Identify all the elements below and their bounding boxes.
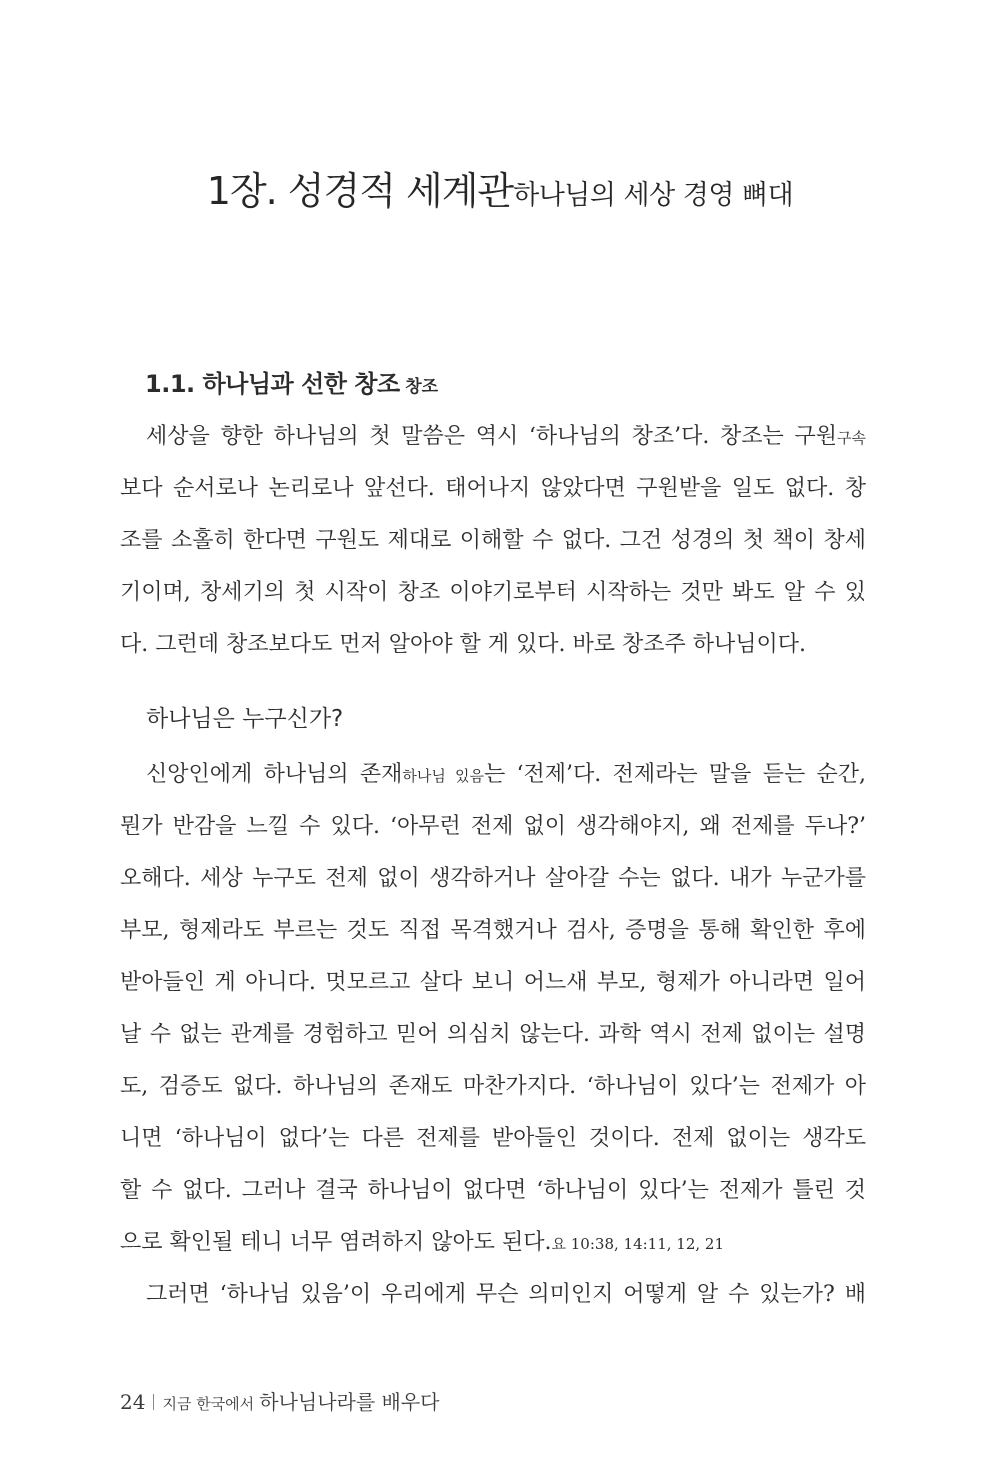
section-heading bbox=[145, 364, 438, 399]
paragraph-2-line-5: 받아들인 게 아니다. 멋모르고 살다 보니 어느새 부모, 형제가 아니라면 일어 bbox=[120, 970, 866, 995]
paragraph-2-line-7: 도, 검증도 없다. 하나님의 존재도 마찬가지다. ‘하나님이 있다’는 전제가 아 bbox=[120, 1074, 866, 1099]
paragraph-3-line-1: 그러면 ‘하나님 있음’이 우리에게 무슨 의미인지 어떻게 알 수 있는가? 배 bbox=[146, 1282, 866, 1307]
paragraph-2-line-8: 니면 ‘하나님이 없다’는 다른 전제를 받아들인 것이다. 전제 없이는 생각도 bbox=[120, 1126, 866, 1151]
paragraph-1-line-5: 다. 그런데 창조보다도 먼저 알아야 할 게 있다. 바로 창조주 하나님이다. bbox=[120, 632, 806, 657]
inline-note: 구속 bbox=[837, 429, 866, 447]
chapter-title bbox=[0, 160, 1000, 215]
book-title-main: 하나님나라를 배우다 bbox=[259, 1390, 440, 1414]
chapter-title-main: 1장. 성경적 세계관 bbox=[206, 169, 514, 213]
paragraph-1-line-1: 세상을 향한 하나님의 첫 말씀은 역시 ‘하나님의 창조’다. 창조는 구원구속 bbox=[146, 424, 866, 449]
book-title-prefix: 지금 한국에서 bbox=[162, 1395, 255, 1413]
paragraph-1-line-3: 조를 소홀히 한다면 구원도 제대로 이해할 수 없다. 그건 성경의 첫 책이 창세 bbox=[120, 528, 866, 553]
paragraph-2-line-1: 신앙인에게 하나님의 존재하나님 있음는 ‘전제’다. 전제라는 말을 듣는 순간, bbox=[146, 762, 867, 787]
footer-divider bbox=[153, 1394, 154, 1410]
paragraph-1-line-4: 기이며, 창세기의 첫 시작이 창조 이야기로부터 시작하는 것만 봐도 알 수 있 bbox=[120, 580, 866, 605]
subheading: 하나님은 누구신가? bbox=[146, 706, 344, 732]
paragraph-1-line-2: 보다 순서로나 논리로나 앞선다. 태어나지 않았다면 구원받을 일도 없다. 창 bbox=[120, 476, 866, 501]
chapter-subtitle: 하나님의 세상 경영 뼈대 bbox=[513, 180, 794, 211]
paragraph-2-line-4: 부모, 형제라도 부르는 것도 직접 목격했거나 검사, 증명을 통해 확인한 후에 bbox=[120, 918, 866, 943]
section-title: 1.1. 하나님과 선한 창조 bbox=[145, 370, 400, 398]
paragraph-2-line-6: 날 수 없는 관계를 경험하고 믿어 의심치 않는다. 과학 역시 전제 없이는 설명 bbox=[120, 1022, 866, 1047]
paragraph-2-line-3: 오해다. 세상 누구도 전제 없이 생각하거나 살아갈 수는 없다. 내가 누군가를 bbox=[120, 866, 866, 891]
paragraph-2-line-9: 할 수 없다. 그러나 결국 하나님이 없다면 ‘하나님이 있다’는 전제가 틀린 것 bbox=[120, 1178, 866, 1203]
page-number: 24 bbox=[120, 1390, 146, 1414]
section-tag: 창조 bbox=[405, 377, 439, 397]
paragraph-2-line-10: 으로 확인될 테니 너무 염려하지 않아도 된다.요 10:38, 14:11, 12, 21 bbox=[120, 1230, 724, 1255]
page-footer bbox=[120, 1386, 440, 1415]
inline-note: 하나님 있음 bbox=[402, 767, 484, 785]
scripture-reference: 요 10:38, 14:11, 12, 21 bbox=[551, 1235, 724, 1253]
paragraph-2-line-2: 뭔가 반감을 느낄 수 있다. ‘아무런 전제 없이 생각해야지, 왜 전제를 두나?’ bbox=[120, 814, 866, 839]
